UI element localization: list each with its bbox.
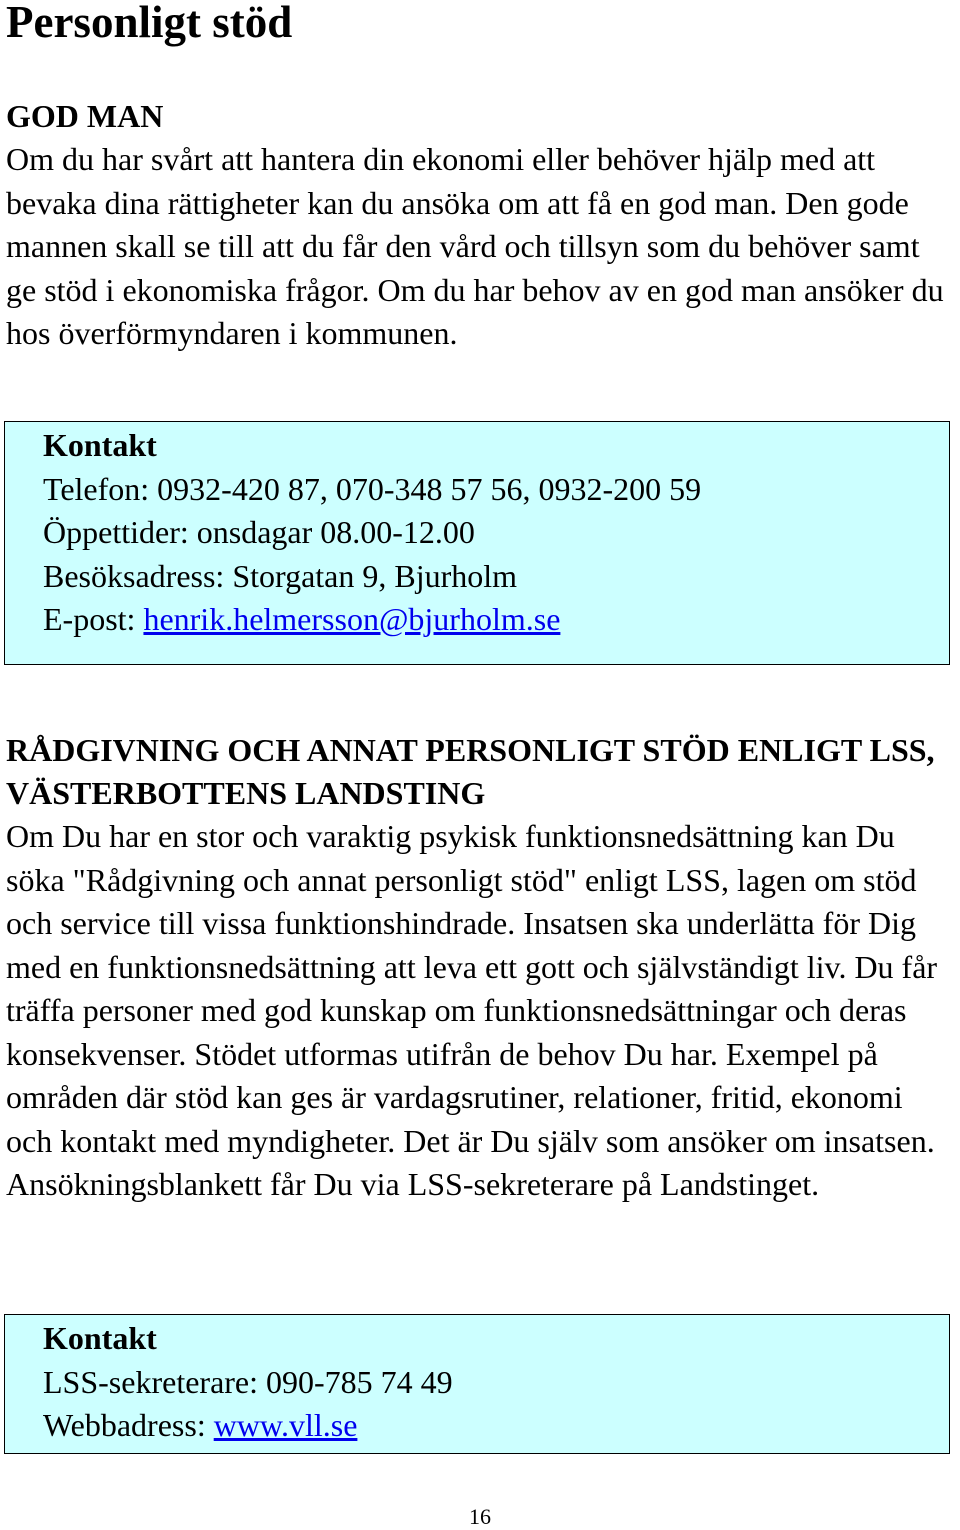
radgivning-body: Om Du har en stor och varaktig psykisk funktionsnedsättning kan Du söka "Rådgivning och annat personligt stöd" enligt LSS, lagen om stöd och service till vissa funktionshindrade. Insatsen ska underlätta för Dig med en funktionsnedsättning att leva ett gott och självständigt liv. Du får träffa personer med god kunskap om funktionsnedsättningar och deras konsekvenser. Stödet utformas utifrån de behov Du har. Exempel på områden där stöd kan ges är vardagsrutiner, relationer, fritid, ekonomi och kontakt med myndigheter. Det är Du själv som ansöker om insatsen. Ansökningsblankett får Du via LSS-sekreterare på Landstinget. (6, 818, 938, 1202)
god-man-heading: GOD MAN (6, 98, 164, 134)
page-number: 16 (469, 1504, 491, 1529)
contact-hours: Öppettider: onsdagar 08.00-12.00 (43, 514, 475, 550)
radgivning-heading: RÅDGIVNING OCH ANNAT PERSONLIGT STÖD ENLIGT LSS, VÄSTERBOTTENS LANDSTING (6, 732, 935, 811)
radgivning-section (6, 729, 956, 1207)
god-man-body: Om du har svårt att hantera din ekonomi eller behöver hjälp med att bevaka dina rättigheter kan du ansöka om att få en god man. Den gode mannen skall se till att du får den vård och tillsyn som du behöver samt ge stöd i ekonomiska frågor. Om du har behov av en god man ansöker du hos överförmyndaren i kommunen. (6, 141, 944, 351)
god-man-section (6, 95, 956, 356)
contact-email-row (43, 598, 949, 642)
radgivning-contact-box (4, 1314, 950, 1454)
contact-heading: Kontakt (43, 1320, 157, 1356)
contact-email-label: E-post: (43, 601, 144, 637)
contact-phone: LSS-sekreterare: 090-785 74 49 (43, 1363, 453, 1400)
god-man-contact-box (4, 421, 950, 665)
contact-phone: Telefon: 0932-420 87, 070-348 57 56, 0932-200 59 (43, 470, 702, 507)
contact-web-link[interactable]: www.vll.se (213, 1407, 358, 1443)
contact-email-link[interactable]: henrik.helmersson@bjurholm.se (143, 601, 561, 637)
contact-web-row (43, 1404, 949, 1448)
contact-web-label: Webbadress: (43, 1407, 214, 1443)
contact-heading: Kontakt (43, 427, 157, 463)
page-title: Personligt stöd (6, 0, 293, 47)
contact-address: Besöksadress: Storgatan 9, Bjurholm (43, 557, 518, 594)
